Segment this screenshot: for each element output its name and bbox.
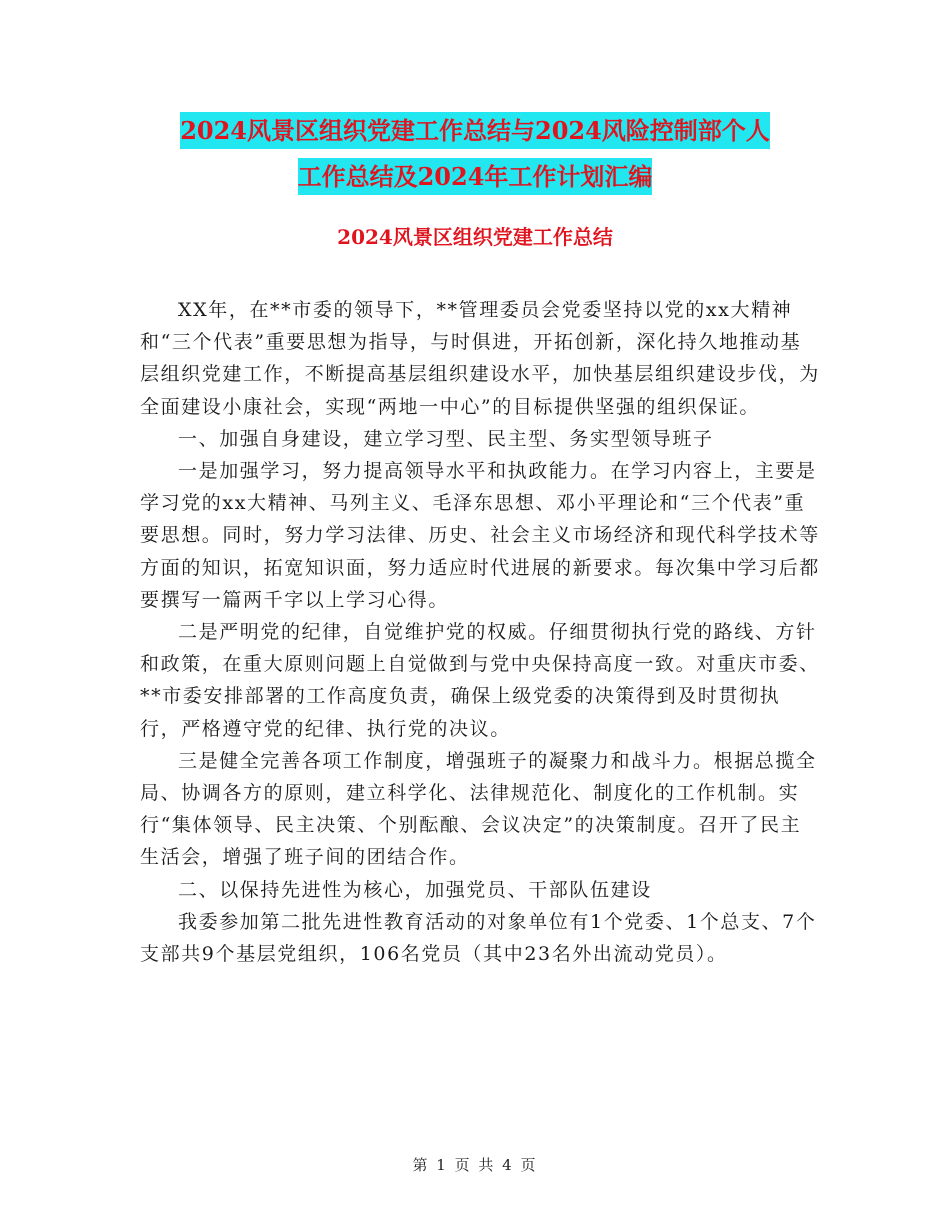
paragraph-education: 我委参加第二批先进性教育活动的对象单位有1个党委、1个总支、7个支部共9个基层党组织，106名党员（其中23名外出流动党员）。	[140, 910, 817, 966]
page-footer: 第 1 页 共 4 页	[412, 1156, 538, 1174]
title-line-2: 工作总结及2024年工作计划汇编	[298, 158, 653, 195]
paragraph-intro: XX年，在**市委的领导下，**管理委员会党委坚持以党的xx大精神和“三个代表”重要思想为指导，与时俱进，开拓创新，深化持久地推动基层组织党建工作，不断提高基层组织建设水平，加快基层组织建设步伐，为全面建设小康社会，实现“两地一中心”的目标提供坚强的组织保证。	[140, 299, 820, 418]
heading-section-2: 二、以保持先进性为核心，加强党员、干部队伍建设	[178, 878, 652, 901]
paragraph-system: 三是健全完善各项工作制度，增强班子的凝聚力和战斗力。根据总揽全局、协调各方的原则，建立科学化、法律规范化、制度化的工作机制。实行“集体领导、民主决策、个别酝酿、会议决定”的决策制度。召开了民主生活会，增强了班子间的团结合作。	[140, 749, 817, 869]
document-body	[140, 294, 820, 970]
document-title	[0, 108, 950, 200]
paragraph-discipline: 二是严明党的纪律，自觉维护党的权威。仔细贯彻执行党的路线、方针和政策，在重大原则问题上自觉做到与党中央保持高度一致。对重庆市委、**市委安排部署的工作高度负责，确保上级党委的决策得到及时贯彻执行，严格遵守党的纪律、执行党的决议。	[140, 621, 820, 740]
section-title: 2024风景区组织党建工作总结	[337, 225, 613, 249]
paragraph-study: 一是加强学习，努力提高领导水平和执政能力。在学习内容上，主要是学习党的xx大精神、马列主义、毛泽东思想、邓小平理论和“三个代表”重要思想。同时，努力学习法律、历史、社会主义市场经济和现代科学技术等方面的知识，拓宽知识面，努力适应时代进展的新要求。每次集中学习后都要撰写一篇两千字以上学习心得。	[140, 460, 820, 611]
heading-section-1: 一、加强自身建设，建立学习型、民主型、务实型领导班子	[178, 427, 714, 450]
title-line-1: 2024风景区组织党建工作总结与2024风险控制部个人	[180, 112, 770, 149]
